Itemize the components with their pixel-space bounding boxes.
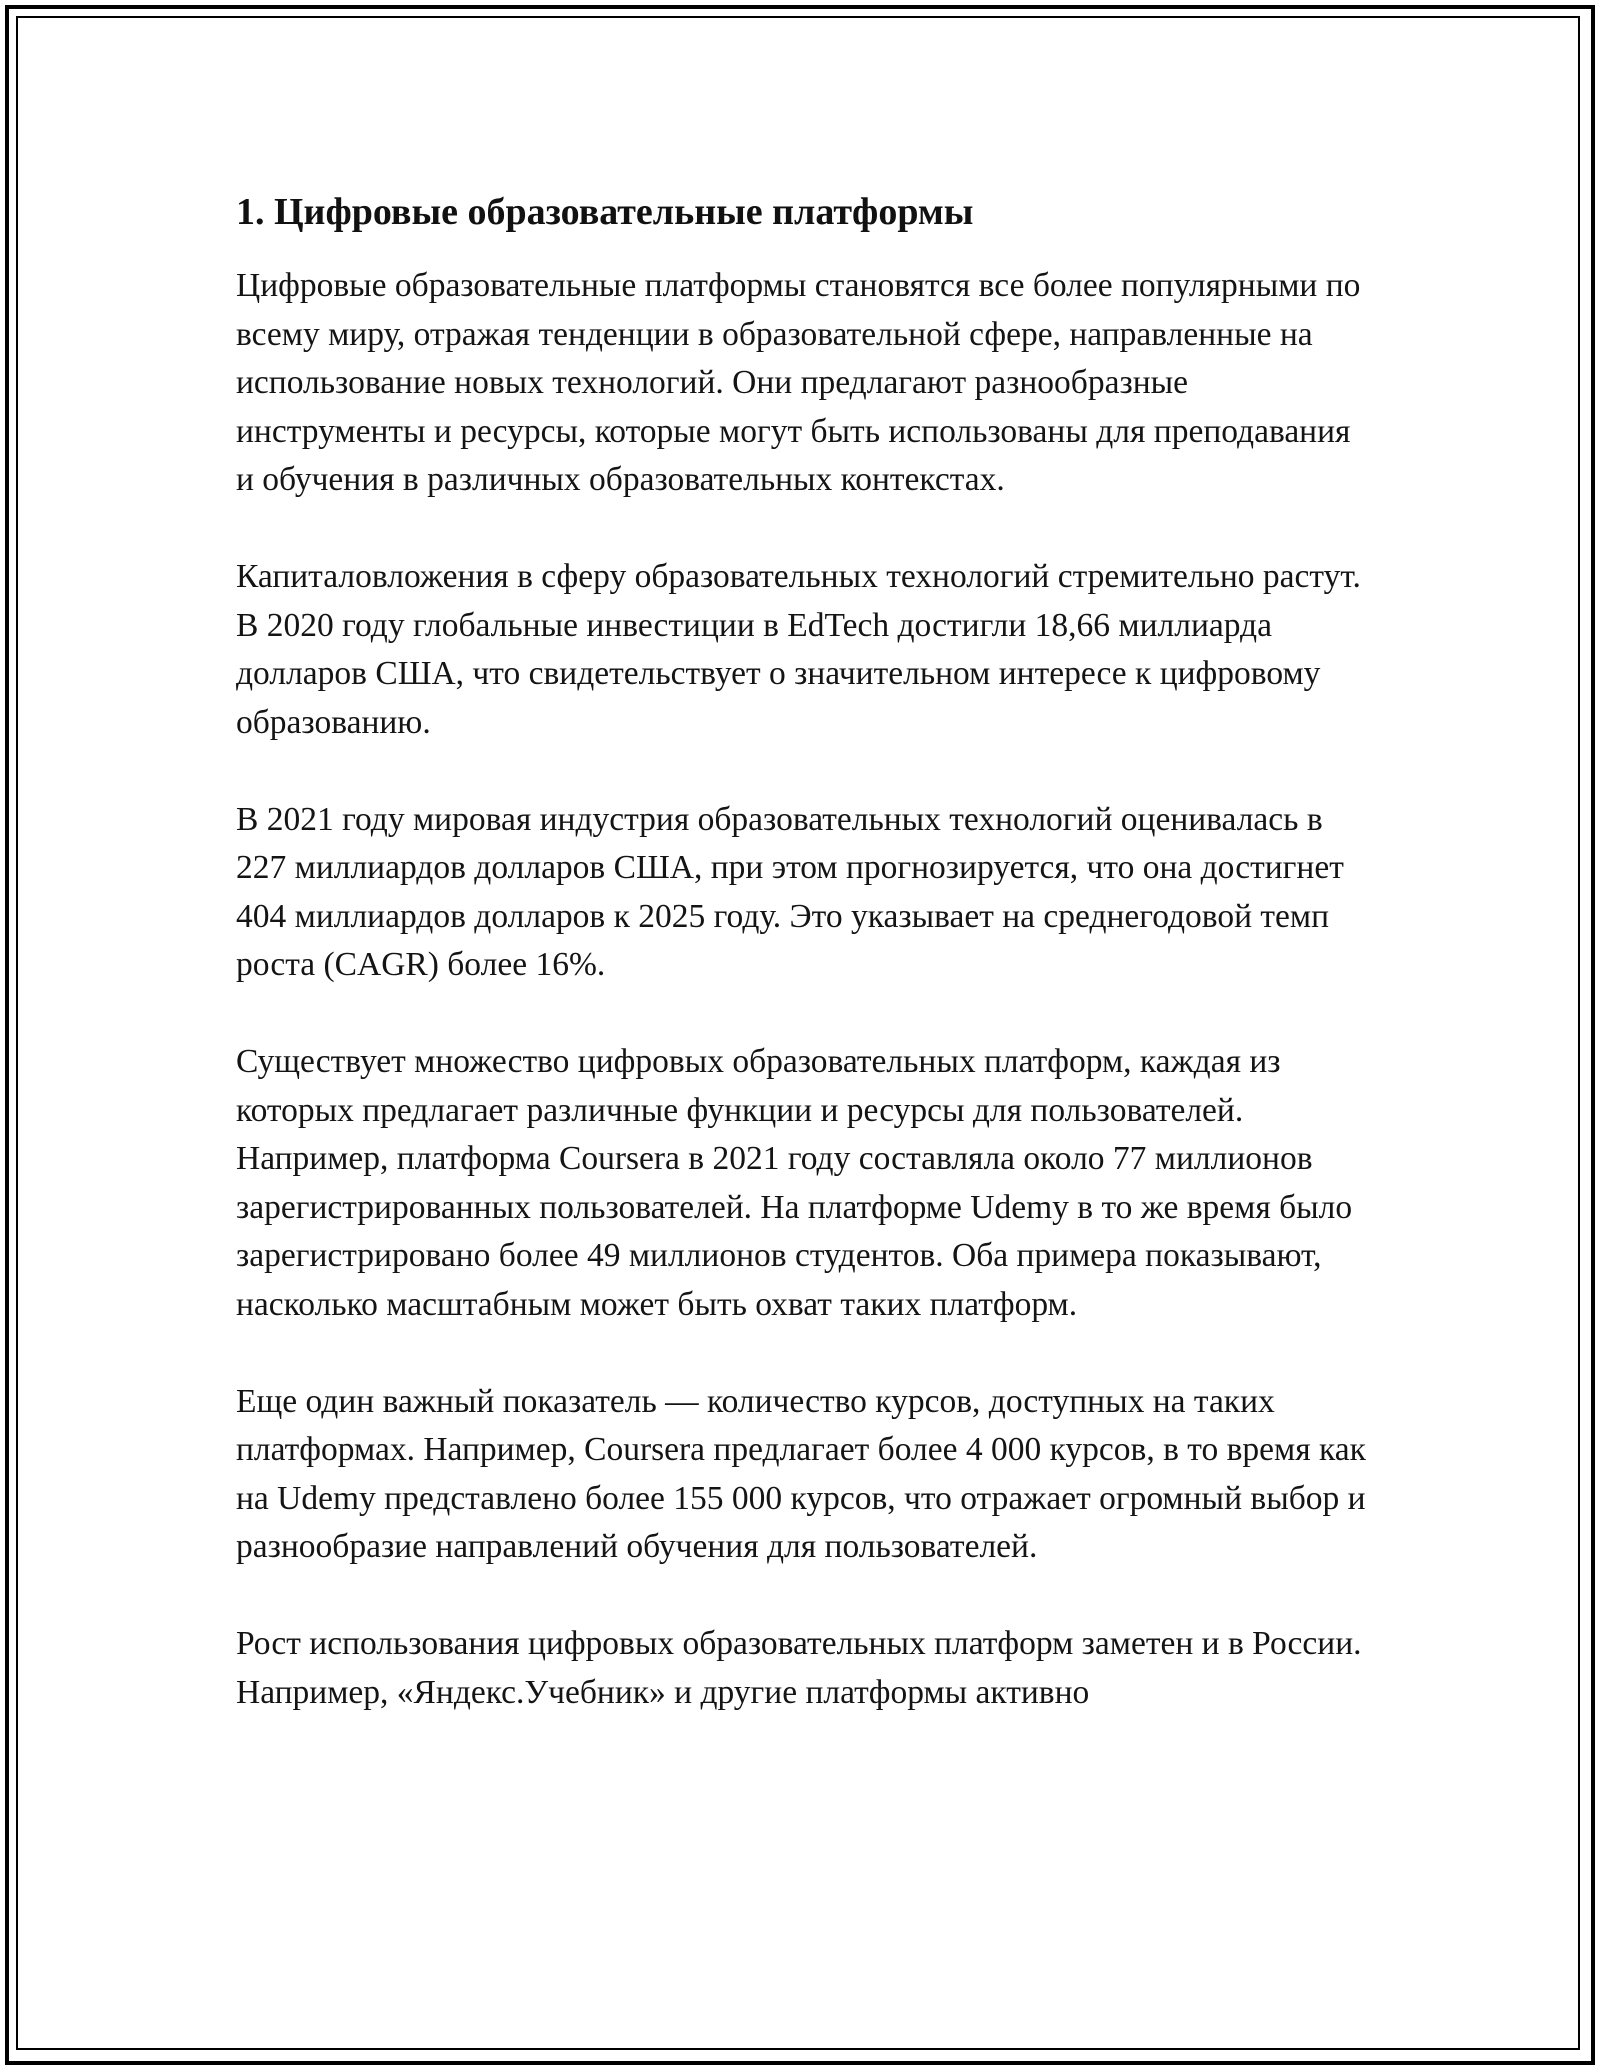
- paragraph-intro: Цифровые образовательные платформы становятся все более популярными по всему миру, отражая тенденции в образовательной сфере, направленные на использование новых технологий. Они предлагают разнообразные инструменты и ресурсы, которые могут быть использованы для преподавания и обучения в различных образовательных контекстах.: [236, 267, 1361, 498]
- paragraph-investments: Капиталовложения в сферу образовательных технологий стремительно растут. В 2020 году глобальные инвестиции в EdTech достигли 18,66 миллиарда долларов США, что свидетельствует о значительном интересе к цифровому образованию.: [236, 558, 1361, 741]
- document-body: [236, 188, 1366, 1766]
- paragraph-course-count: Еще один важный показатель — количество курсов, доступных на таких платформах. Например, Coursera предлагает более 4 000 курсов, в то время как на Udemy представлено более 155 000 курсов, что отражает огромный выбор и разнообразие направлений обучения для пользователей.: [236, 1382, 1366, 1565]
- paragraph-platform-users: Существует множество цифровых образовательных платформ, каждая из которых предлагает различные функции и ресурсы для пользователей. Например, платформа Coursera в 2021 году составляла около 77 миллионов зарегистрированных пользователей. На платформе Udemy в то же время было зарегистрировано более 49 миллионов студентов. Оба примера показывают, насколько масштабным может быть охват таких платформ.: [236, 1043, 1353, 1323]
- paragraph-russia: Рост использования цифровых образовательных платформ заметен и в России. Например, «Яндекс.Учебник» и другие платформы активно: [236, 1625, 1362, 1711]
- section-heading: 1. Цифровые образовательные платформы: [236, 191, 974, 233]
- paragraph-market-size: В 2021 году мировая индустрия образовательных технологий оценивалась в 227 миллиардов долларов США, при этом прогнозируется, что она достигнет 404 миллиардов долларов к 2025 году. Это указывает на среднегодовой темп роста (CAGR) более 16%.: [236, 800, 1344, 983]
